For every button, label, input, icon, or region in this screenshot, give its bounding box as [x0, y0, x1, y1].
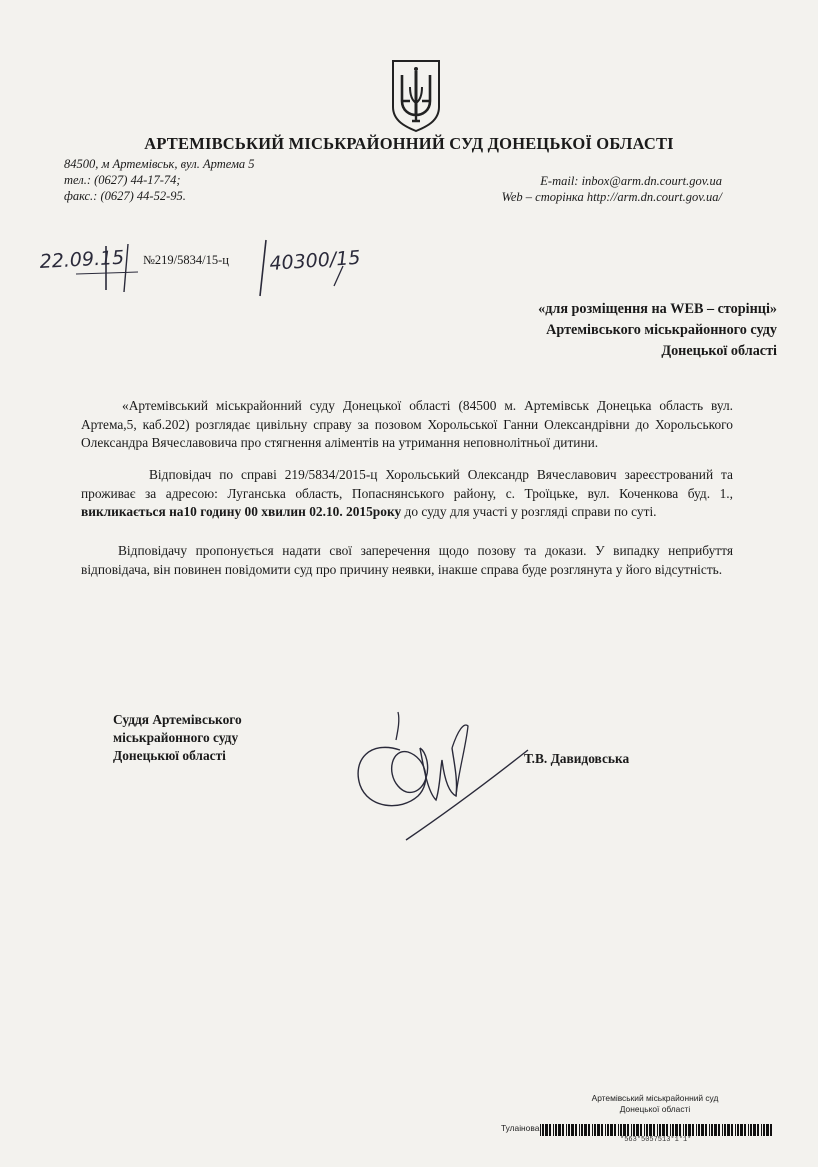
- addressee-block: [538, 299, 777, 362]
- court-stamp-text: [560, 1093, 750, 1114]
- summons-purpose: до суду для участі у розгляді справи по суті.: [404, 504, 657, 519]
- addressee-line-3: Донецької області: [661, 343, 777, 359]
- barcode-number: *563*5057513*1*1*: [620, 1136, 692, 1144]
- summons-intro: Відповідач по справі 219/5834/2015-ц Хорольський Олександр Вячеславович зареєстрований та проживає за адресою: Луганська область, Попаснянського району, с. Троїцьке, вул. Коченкова буд. 1.,: [81, 467, 733, 501]
- court-contacts-right: [502, 173, 722, 205]
- registration-handwriting: [38, 238, 378, 298]
- court-address: 84500, м Артемівськ, вул. Артема 5: [64, 157, 255, 171]
- coat-of-arms-emblem: [388, 57, 444, 133]
- court-contacts-left: [64, 156, 255, 204]
- court-name: АРТЕМІВСЬКИЙ МІСЬКРАЙОННИЙ СУД ДОНЕЦЬКОЇ ОБЛАСТІ: [144, 134, 674, 153]
- case-number: №219/5834/15-ц: [143, 253, 229, 267]
- clerk-name: Тулаінова: [501, 1123, 540, 1133]
- judge-name: Т.В. Давидовська: [524, 751, 630, 766]
- handwritten-date: 22.09.15: [39, 246, 125, 273]
- handwritten-outgoing-number: 40300/15: [268, 246, 362, 275]
- judge-title-line-2: міськрайонного суду: [113, 730, 239, 745]
- judge-title: [113, 711, 242, 765]
- handwritten-signature: [340, 700, 570, 850]
- court-fax: факс.: (0627) 44-52-95.: [64, 189, 186, 203]
- judge-title-line-1: Суддя Артемівського: [113, 712, 242, 727]
- body-paragraph-3: Відповідачу пропонується надати свої заперечення щодо позову та докази. У випадку неприбуття відповідача, він повинен повідомити суд про причину неявки, інакше справа буде розглянута у його відсутність.: [81, 543, 733, 577]
- addressee-line-1: «для розміщення на WEB – сторінці»: [538, 301, 777, 317]
- stamp-line-2: Донецької області: [619, 1103, 691, 1114]
- stamp-line-1: Артемівський міськрайонний суд: [591, 1093, 719, 1103]
- body-paragraph-2: [81, 466, 733, 522]
- court-web: Web – сторінка http://arm.dn.court.gov.ua/: [501, 190, 722, 204]
- court-email: E-mail: inbox@arm.dn.court.gov.ua: [540, 174, 722, 188]
- document-barcode: [540, 1124, 776, 1136]
- body-paragraph-1: «Артемівський міськрайонний суду Донецької області (84500 м. Артемівськ Донецька область вул. Артема,5, каб.202) розглядає цивільну справу за позовом Хорольської Ганни Олександрівни до Хорольського Олександра Вячеславовича про стягнення аліментів на утримання неповнолітньої дитини.: [81, 398, 733, 450]
- summons-time: викликається на10 годину 00 хвилин 02.10. 2015року: [81, 504, 402, 519]
- court-phone: тел.: (0627) 44-17-74;: [64, 173, 181, 187]
- addressee-line-2: Артемівського міськрайонного суду: [546, 322, 777, 338]
- judge-title-line-3: Донецькюї області: [113, 748, 226, 763]
